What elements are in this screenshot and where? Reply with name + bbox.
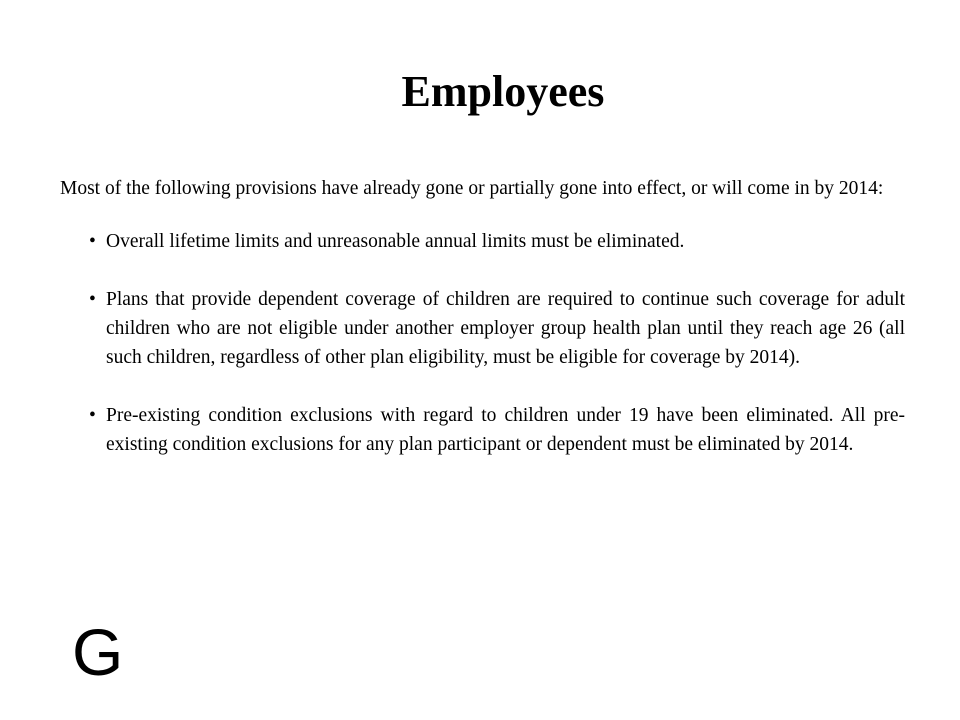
bullet-text: Overall lifetime limits and unreasonable annual limits must be eliminated. xyxy=(106,231,685,252)
bullet-text: Plans that provide dependent coverage of children are required to continue such coverage for adult children who are not eligible under another employer group health plan until they reach age 26 (all such children, regardless of other plan eligibility, must be eligible for coverage by 2014). xyxy=(106,289,905,368)
intro-paragraph: Most of the following provisions have already gone or partially gone into effect, or will come in by 2014: xyxy=(60,178,884,199)
bullet-item-lifetime-limits xyxy=(60,227,905,256)
slide-body xyxy=(60,174,905,459)
logo-letter-mark: G xyxy=(72,615,124,689)
slide-title: Employees xyxy=(401,67,605,116)
bullet-icon: • xyxy=(89,289,96,310)
bullet-icon: • xyxy=(89,405,96,426)
bullet-icon: • xyxy=(89,231,96,252)
bullet-item-dependent-coverage xyxy=(60,285,905,372)
bullet-item-pre-existing-conditions xyxy=(60,401,905,459)
bullet-text: Pre-existing condition exclusions with regard to children under 19 have been eliminated. All pre-existing condition exclusions for any plan participant or dependent must be eliminated by 2014. xyxy=(106,405,905,455)
bullet-list xyxy=(60,227,905,459)
